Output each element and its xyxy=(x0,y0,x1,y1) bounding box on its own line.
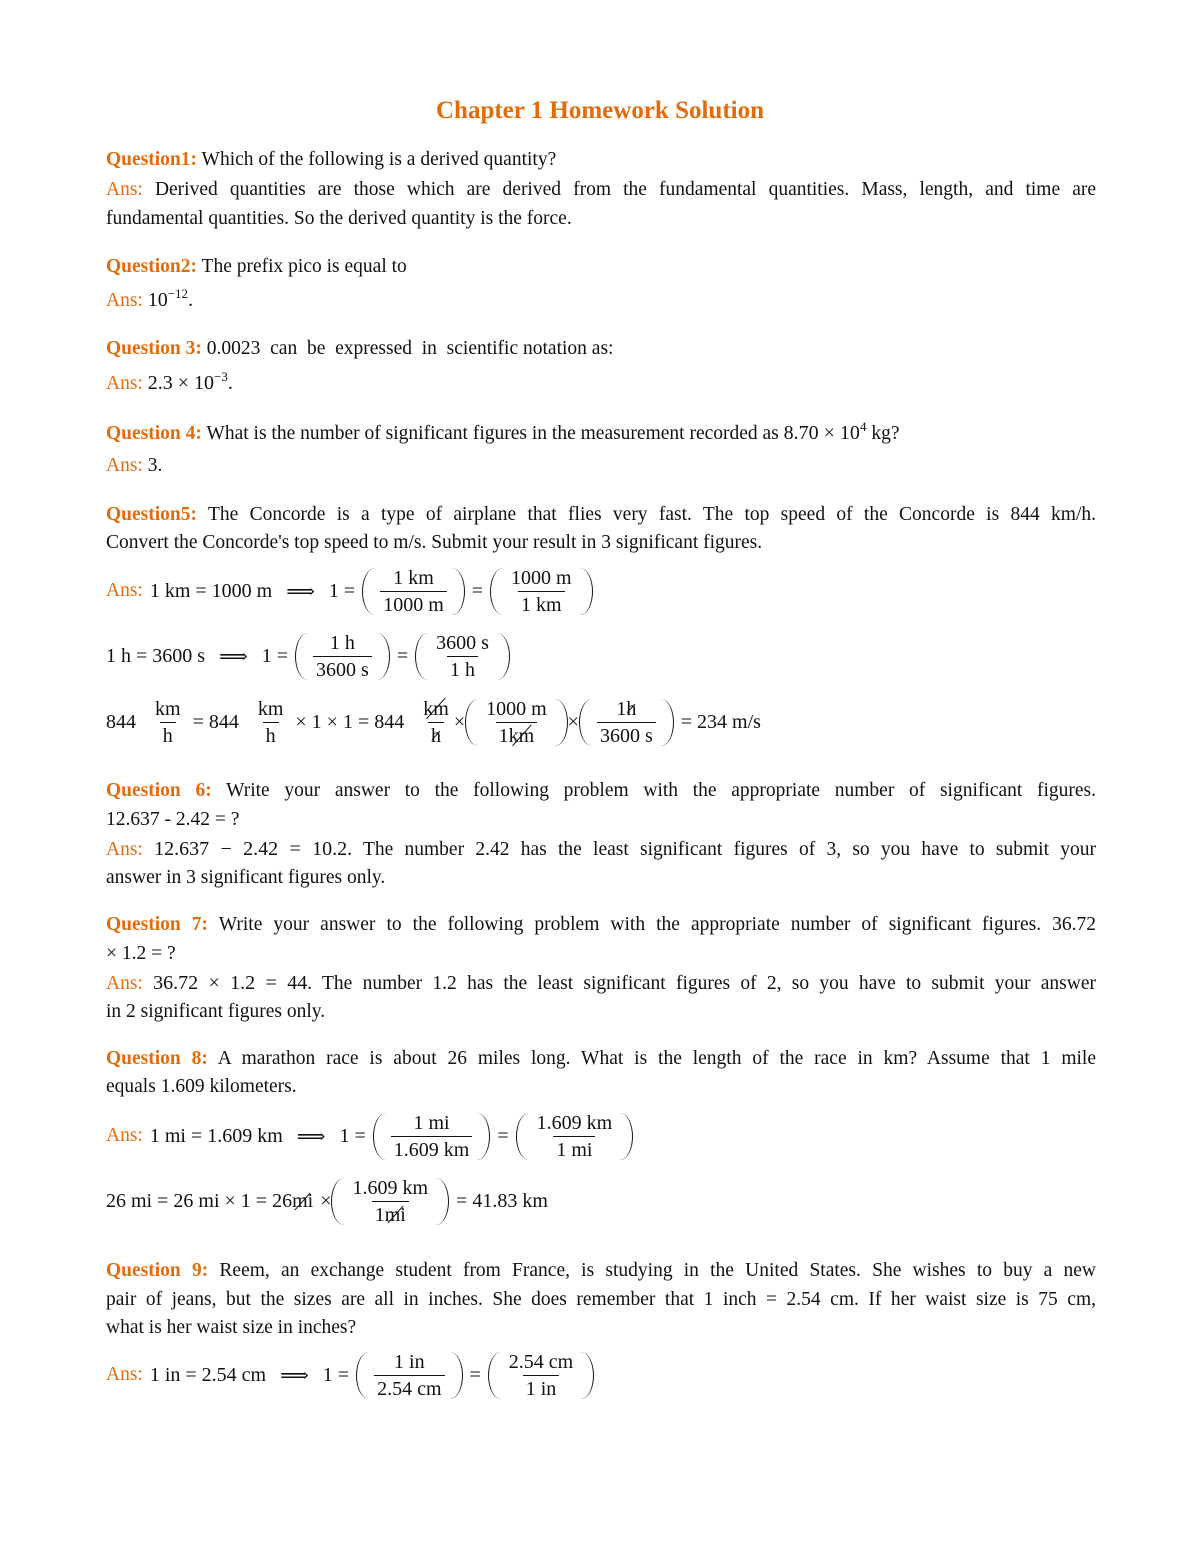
equation-inch-conversion: Ans: 1 in = 2.54 cm ⟹ 1 = $\frac{1 in}{2.54 cm}$ = $\frac{2.54 cm}{1 in}$ xyxy=(106,1342,594,1408)
question-label: Question 3: xyxy=(106,338,202,359)
question-label: Question5: xyxy=(106,504,198,525)
measurement-math: $8.70 \times 10^4$ xyxy=(783,419,867,444)
answer-label: Ans: xyxy=(106,1125,143,1146)
answer-6-line-1 xyxy=(106,835,1096,864)
answer-1-line-1 xyxy=(106,176,1096,204)
fraction-group: $\frac{3600 s}{1 h}$ xyxy=(415,630,510,683)
fraction-group: $\frac{1.609 km}{1 mi}$ xyxy=(516,1110,634,1163)
question-label: Question 4: xyxy=(106,423,202,444)
question-2 xyxy=(106,253,1096,281)
answer-text: 12.637 − 2.42 = 10.2. The number 2.42 has the least significant figures of 3, so you have to submit your xyxy=(154,838,1096,860)
question-text: Write your answer to the following problem with the appropriate number of significant figures. xyxy=(226,780,1096,801)
equation-mile-conversion: Ans: 1 mi = 1.609 km ⟹ 1 = $\frac{1 mi}{1.609 km}$ = $\frac{1.609 km}{1 mi}$ xyxy=(106,1103,633,1169)
answer-label: Ans: xyxy=(106,373,143,394)
question-3 xyxy=(106,335,1096,363)
question-1 xyxy=(106,146,1096,174)
answer-label: Ans: xyxy=(106,455,143,476)
question-text: The prefix pico is equal to xyxy=(201,256,407,277)
fraction-group: $\frac{2.54 cm}{1 in}$ xyxy=(488,1349,594,1402)
equation-km-conversion: Ans: 1 km = 1000 m ⟹ 1 = $\frac{1 km}{1000 m}$ = $\frac{1000 m}{1 km}$ xyxy=(106,558,593,624)
question-text: What is the number of significant figures in the measurement recorded as xyxy=(206,423,784,444)
question-8-line-2: equals 1.609 kilometers. xyxy=(106,1076,297,1097)
fraction-group: $\frac{1 mi}{1.609 km}$ xyxy=(373,1110,491,1163)
question-label: Question 8: xyxy=(106,1048,208,1069)
question-9-line-1 xyxy=(106,1257,1096,1285)
answer-label: Ans: xyxy=(106,973,143,994)
answer-3 xyxy=(106,369,1096,398)
question-text: 0.0023 can be expressed in scientific notation as: xyxy=(206,338,614,359)
question-label: Question2: xyxy=(106,256,198,277)
question-label: Question 9: xyxy=(106,1260,209,1281)
answer-6-line-2: answer in 3 significant figures only. xyxy=(106,867,386,888)
fraction-group: $\frac{1 h}{3600 s}$ xyxy=(295,630,390,683)
answer-text: 36.72 × 1.2 = 44. The number 1.2 has the least significant figures of 2, so you have to submit your answer xyxy=(153,972,1097,994)
question-text: The Concorde is a type of airplane that flies very fast. The top speed of the Concorde is 844 km/h. xyxy=(207,504,1096,525)
answer-label: Ans: xyxy=(106,580,143,601)
answer-text: Derived quantities are those which are derived from the fundamental quantities. Mass, length, and time are xyxy=(154,179,1096,200)
question-5-line-2: Convert the Concorde's top speed to m/s. Submit your result in 3 significant figures. xyxy=(106,532,763,553)
question-label: Question 6: xyxy=(106,780,212,801)
fraction-group: $\frac{1000 m}{1 km}$ xyxy=(490,565,593,618)
answer-math: $2.3 \times 10^{-3}$. xyxy=(147,369,233,394)
fraction-group: $\frac{1.609 km}{1mi}$ xyxy=(331,1175,449,1228)
answer-7-line-2: in 2 significant figures only. xyxy=(106,1001,326,1022)
question-text: Reem, an exchange student from France, is studying in the United States. She wishes to buy a new xyxy=(219,1260,1096,1281)
answer-label: Ans: xyxy=(106,290,143,311)
answer-label: Ans: xyxy=(106,1364,143,1385)
answer-label: Ans: xyxy=(106,179,143,200)
answer-4 xyxy=(106,452,1096,480)
question-9-line-2: pair of jeans, but the sizes are all in inches. She does remember that 1 inch = 2.54 cm. If her waist size is 75 cm, xyxy=(106,1289,1096,1310)
question-9-line-3: what is her waist size in inches? xyxy=(106,1317,357,1338)
answer-2 xyxy=(106,286,1096,315)
question-4: Question 4: What is the number of significant figures in the measurement recorded as $8.70 \times 10^4$ kg? xyxy=(106,419,900,444)
equation-speed-conversion: 844 $\frac{km}{h}$ = 844 $\frac{km}{h}$ × 1 × 1 = 844 $\frac{km}{h}$ × $\frac{1000 m}{1km}$ × $\frac{1h}{3600 s}$ = 234 m/s xyxy=(106,697,761,747)
question-text: Which of the following is a derived quantity? xyxy=(201,149,557,170)
answer-text: 3. xyxy=(147,455,163,476)
answer-1-line-2: fundamental quantities. So the derived quantity is the force. xyxy=(106,208,572,229)
question-5-line-1 xyxy=(106,501,1096,529)
question-7-line-1 xyxy=(106,911,1096,939)
question-label: Question 7: xyxy=(106,914,209,935)
question-6-line-2: 12.637 - 2.42 = ? xyxy=(106,809,240,830)
page-title: Chapter 1 Homework Solution xyxy=(435,97,765,124)
answer-label: Ans: xyxy=(106,839,143,860)
fraction-group: $\frac{1h}{3600 s}$ xyxy=(579,696,674,749)
question-text: A marathon race is about 26 miles long. What is the length of the race in km? Assume that 1 mile xyxy=(217,1048,1096,1069)
question-6-line-1 xyxy=(106,777,1096,805)
question-label: Question1: xyxy=(106,149,198,170)
answer-7-line-1 xyxy=(106,969,1096,998)
answer-math: $10^{-12}$. xyxy=(147,286,194,311)
question-7-line-2: × 1.2 = ? xyxy=(106,943,176,964)
fraction-group: $\frac{1000 m}{1km}$ xyxy=(465,696,568,749)
question-8-line-1 xyxy=(106,1045,1096,1073)
fraction-group: $\frac{1 km}{1000 m}$ xyxy=(362,565,465,618)
equation-marathon-length: 26 mi = 26 mi × 1 = 26 mi × $\frac{1.609 km}{1mi}$ = 41.83 km xyxy=(106,1176,548,1226)
question-text: Write your answer to the following problem with the appropriate number of significant figures. 36.72 xyxy=(218,914,1096,935)
fraction-group: $\frac{1 in}{2.54 cm}$ xyxy=(356,1349,462,1402)
equation-hour-conversion: 1 h = 3600 s ⟹ 1 = $\frac{1 h}{3600 s}$ = $\frac{3600 s}{1 h}$ xyxy=(106,623,510,689)
